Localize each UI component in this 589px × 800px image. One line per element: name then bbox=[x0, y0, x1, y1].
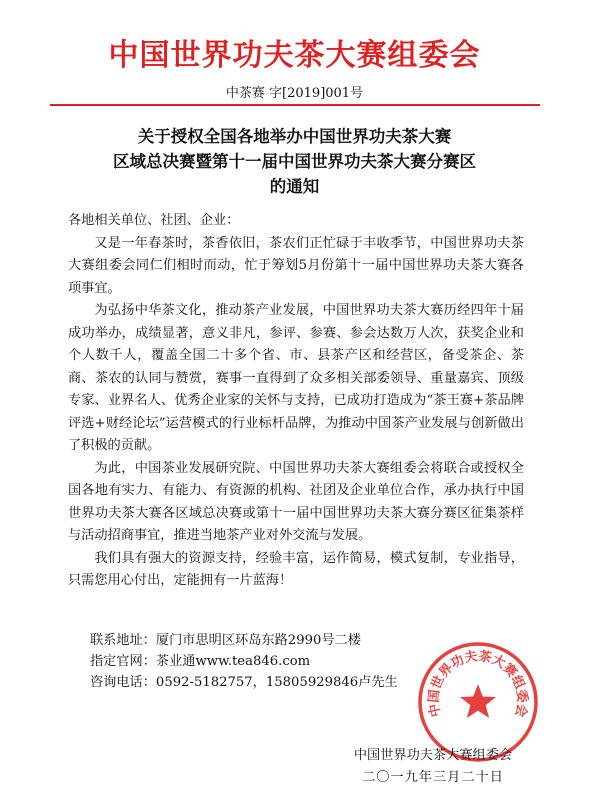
body-text bbox=[68, 210, 524, 593]
contact-address: 联系地址：厦门市思明区环岛东路2990号二楼 bbox=[90, 633, 361, 648]
doc-number: 中茶赛 字[2019]001号 bbox=[225, 86, 364, 101]
org-header: 中国世界功夫茶大赛组委会 bbox=[108, 38, 481, 73]
signature-date: 二〇一九年三月二十日 bbox=[362, 770, 504, 785]
title-line: 关于授权全国各地举办中国世界功夫茶大赛 bbox=[137, 127, 452, 146]
doc-title bbox=[0, 124, 589, 199]
red-divider bbox=[50, 104, 540, 106]
signature-org: 中国世界功夫茶大赛组委会 bbox=[353, 748, 513, 763]
paragraph: 为此，中国茶业发展研究院、中国世界功夫茶大赛组委会将联合或授权全国各地有实力、有能力、有资源的机构、社团及企业单位合作，承办执行中国世界功夫茶大赛各区域总决赛或第十一届中国世界功夫茶大赛分赛区征集茶样与活动招商事宜，推进当地茶产业对外交流与发展。 bbox=[68, 460, 524, 543]
paragraph: 为弘扬中华茶文化，推动茶产业发展，中国世界功夫茶大赛历经四年十届成功举办，成绩显著，意义非凡，参评、参赛、参会达数万人次，获奖企业和个人数千人，覆盖全国二十多个省、市、县茶产区和经营区，备受茶企、茶商、茶农的认同与赞赏，赛事一直得到了众多相关部委领导、重量嘉宾、顶级专家、业界名人、优秀企业家的关怀与支持，已成功打造成为“茶王赛+茶品牌评选+财经论坛”运营模式的行业标杆品牌，为推动中国茶产业发展与创新做出了积极的贡献。 bbox=[68, 303, 524, 453]
paragraph: 又是一年春茶时，茶香依旧，茶农们正忙碌于丰收季节，中国世界功夫茶大赛组委会同仁们相时而动，忙于筹划5月份第十一届中国世界功夫茶大赛各项事宜。 bbox=[68, 235, 524, 296]
title-line: 的通知 bbox=[269, 177, 320, 196]
contact-phone: 咨询电话：0592-5182757，15805929846卢先生 bbox=[90, 675, 398, 690]
svg-text:中国世界功夫茶大赛组委会: 中国世界功夫茶大赛组委会 bbox=[426, 649, 530, 719]
contact-website: 指定官网：茶业通www.tea846.com bbox=[90, 654, 311, 669]
salutation: 各地相关单位、社团、企业： bbox=[68, 213, 240, 228]
paragraph: 我们具有强大的资源支持，经验丰富，运作简易，模式复制，专业指导，只需您用心付出，定能拥有一片蓝海！ bbox=[68, 550, 524, 588]
title-line: 区域总决赛暨第十一届中国世界功夫茶大赛分赛区 bbox=[113, 152, 476, 171]
